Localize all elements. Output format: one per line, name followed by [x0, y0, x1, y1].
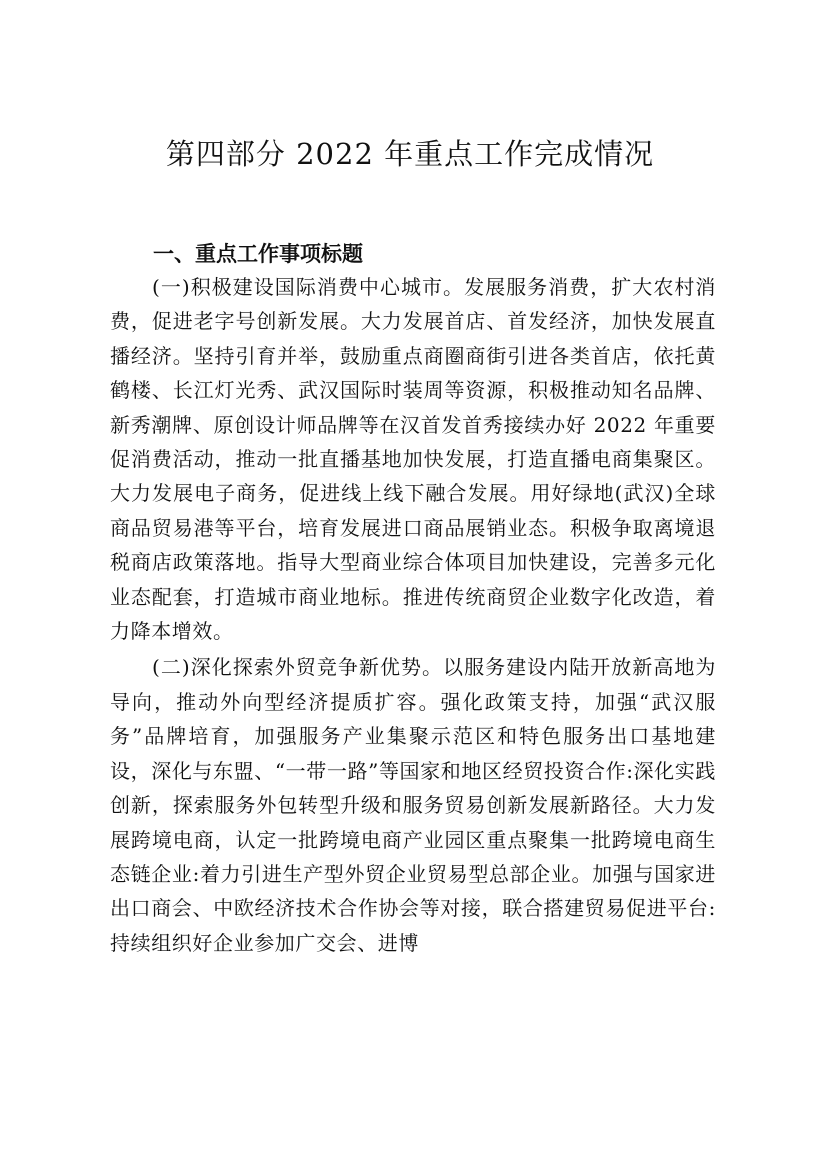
- section-heading: 一、重点工作事项标题: [153, 242, 363, 266]
- document-body: [110, 270, 716, 960]
- document-title: 第四部分 2022 年重点工作完成情况: [165, 137, 655, 171]
- paragraph-1: (一)积极建设国际消费中心城市。发展服务消费，扩大农村消费，促进老字号创新发展。大力发展首店、首发经济，加快发展直播经济。坚持引育并举，鼓励重点商圈商街引进各类首店，依托黄鹤楼、长江灯光秀、武汉国际时装周等资源，积极推动知名品牌、新秀潮牌、原创设计师品牌等在汉首发首秀接续办好 2022 年重要促消费活动，推动一批直播基地加快发展，打造直播电商集聚区。大力发展电子商务，促进线上线下融合发展。用好绿地(武汉)全球商品贸易港等平台，培育发展进口商品展销业态。积极争取离境退税商店政策落地。指导大型商业综合体项目加快建设，完善多元化业态配套，打造城市商业地标。推进传统商贸企业数字化改造，着力降本增效。: [110, 275, 716, 644]
- paragraph-2: (二)深化探索外贸竞争新优势。以服务建设内陆开放新高地为导向，推动外向型经济提质扩容。强化政策支持，加强“武汉服务”品牌培育，加强服务产业集聚示范区和特色服务出口基地建设，深化与东盟、“一带一路”等国家和地区经贸投资合作:深化实践创新，探索服务外包转型升级和服务贸易创新发展新路径。大力发展跨境电商，认定一批跨境电商产业园区重点聚集一批跨境电商生态链企业:着力引进生产型外贸企业贸易型总部企业。加强与国家进出口商会、中欧经济技术合作协会等对接，联合搭建贸易促进平台:持续组织好企业参加广交会、进博: [110, 655, 716, 955]
